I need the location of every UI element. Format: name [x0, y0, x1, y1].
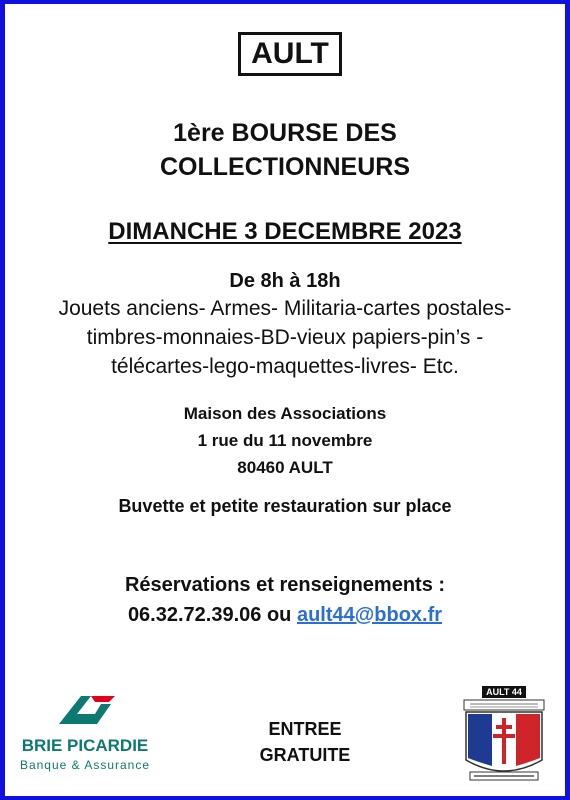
collectibles-line: timbres-monnaies-BD-vieux papiers-pin’s -	[86, 326, 484, 349]
collectibles-line: Jouets anciens- Armes- Militaria-cartes postales-	[58, 297, 512, 320]
entry-notice	[235, 716, 375, 768]
cross-of-lorraine-emblem-icon	[462, 698, 546, 784]
refreshments-note: Buvette et petite restauration sur place	[118, 496, 452, 516]
collectibles-list	[5, 294, 565, 381]
contact-connector: ou	[266, 604, 292, 626]
association-label: AULT 44	[482, 686, 526, 698]
sponsor-name: BRIE PICARDIE	[21, 736, 149, 755]
event-hours: De 8h à 18h	[229, 270, 341, 292]
entry-line1: ENTREE	[268, 719, 342, 739]
town-title: AULT	[251, 37, 329, 70]
association-emblem	[458, 686, 550, 786]
event-title-line1: 1ère BOURSE DES	[173, 119, 397, 147]
venue-name: Maison des Associations	[183, 404, 387, 423]
credit-agricole-logo-icon	[51, 690, 121, 730]
contact-phone: 06.32.72.39.06	[127, 604, 262, 626]
poster-sheet	[5, 4, 565, 796]
contact-heading: Réservations et renseignements :	[124, 574, 446, 596]
collectibles-line: télécartes-lego-maquettes-livres- Etc.	[111, 355, 459, 378]
event-title-line2: COLLECTIONNEURS	[160, 153, 410, 181]
sponsor-tagline: Banque & Assurance	[19, 758, 151, 772]
contact-block	[5, 570, 565, 630]
sponsor-logo	[5, 690, 165, 770]
entry-line2: GRATUITE	[259, 745, 351, 765]
event-title	[5, 116, 565, 184]
event-date: DIMANCHE 3 DECEMBRE 2023	[108, 218, 462, 245]
contact-email-link[interactable]: ault44@bbox.fr	[296, 604, 443, 626]
town-title-box	[238, 32, 342, 76]
contact-line	[5, 600, 565, 630]
venue-street: 1 rue du 11 novembre	[197, 431, 373, 450]
venue-address	[5, 400, 565, 481]
venue-city: 80460 AULT	[237, 458, 333, 477]
